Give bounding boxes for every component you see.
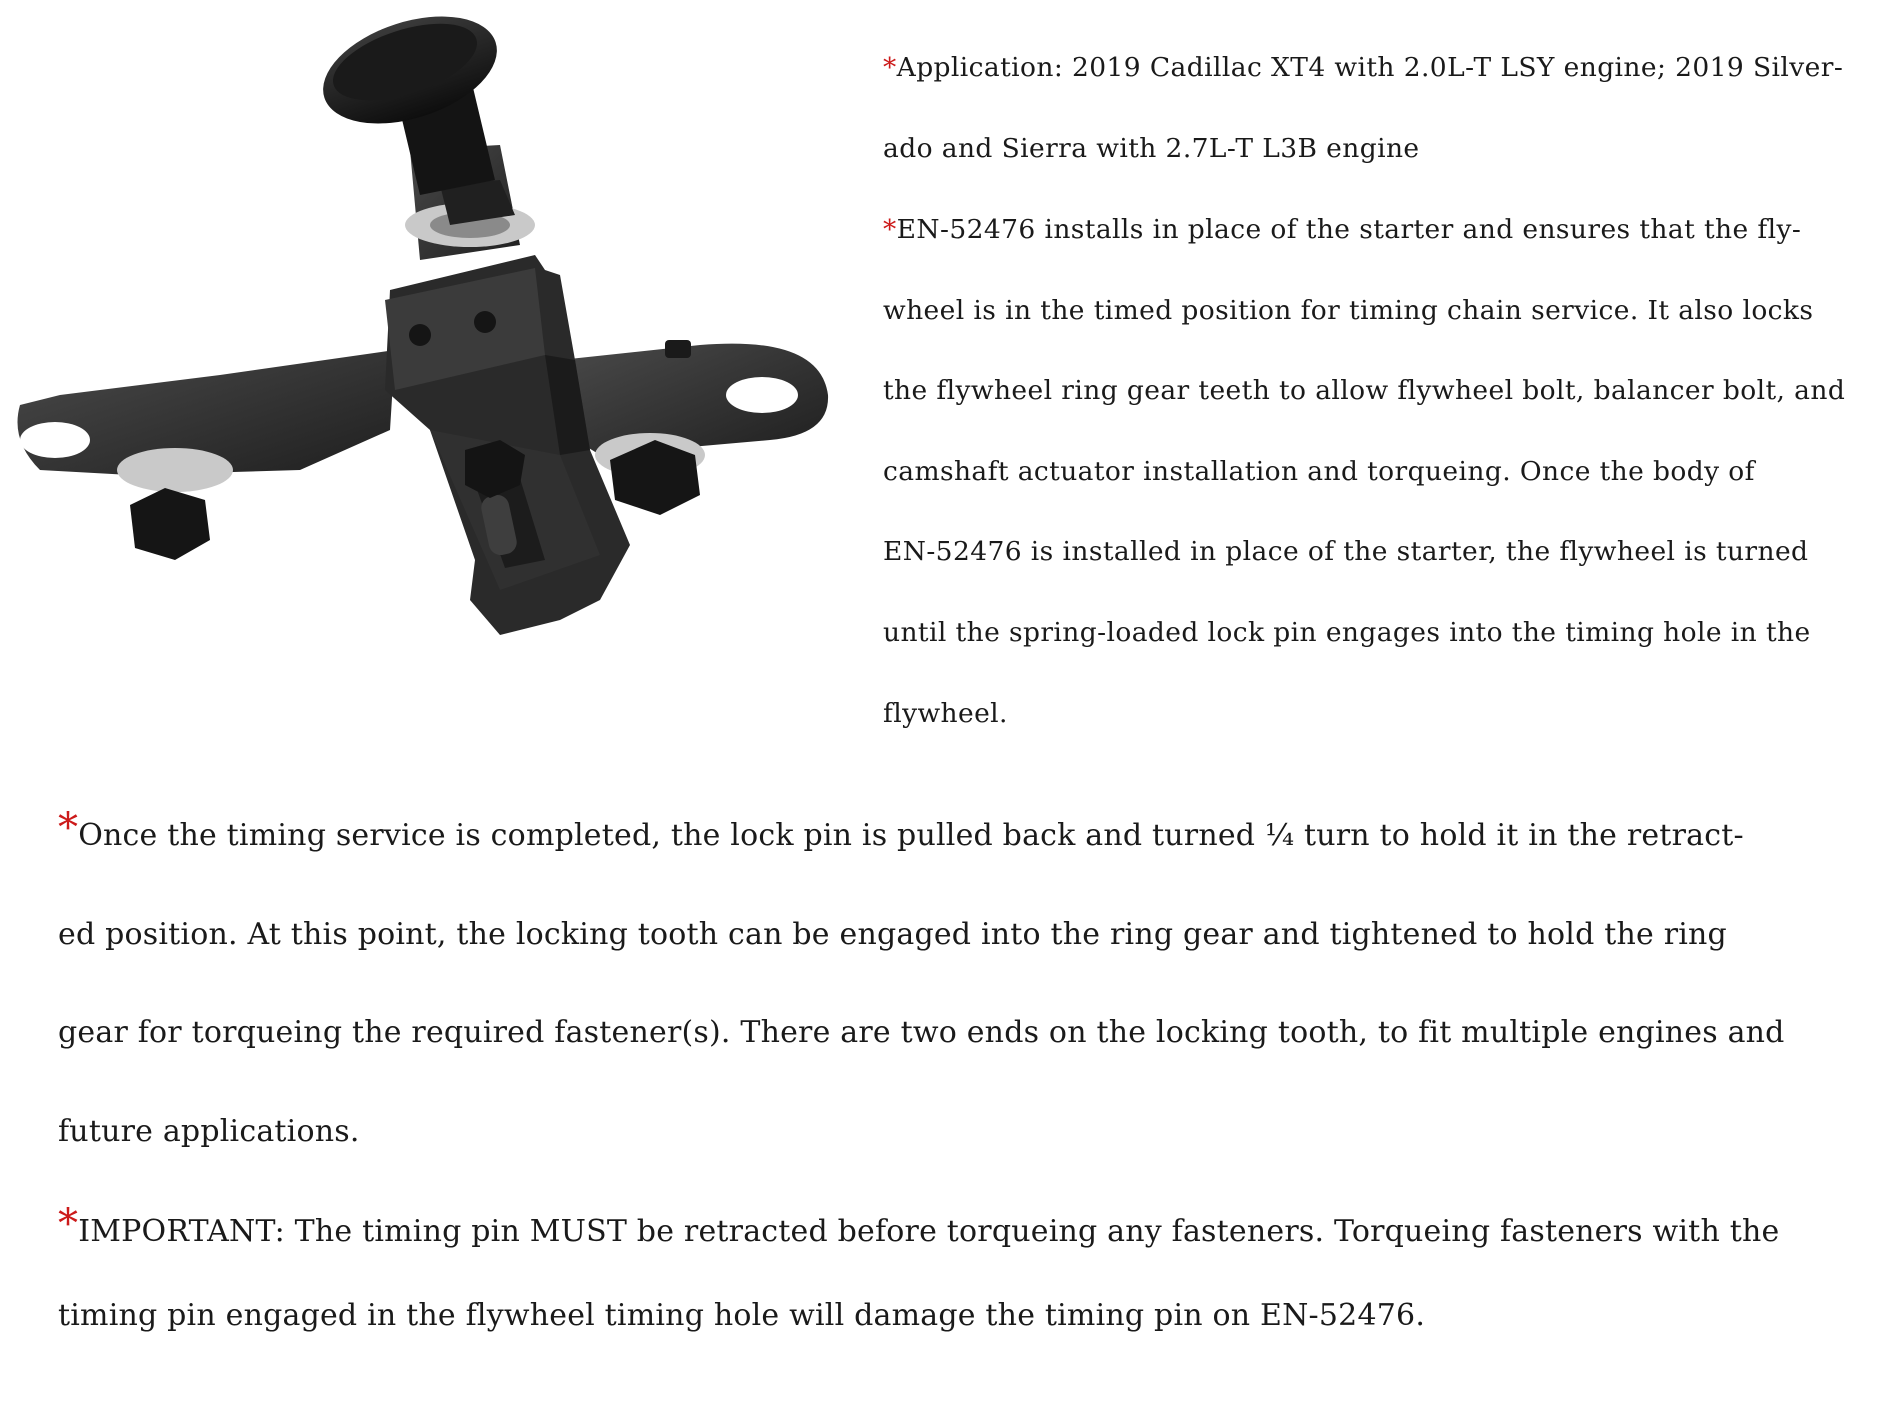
retract-line: future applications. [58, 1113, 360, 1149]
retract-line: gear for torqueing the required fastener(s). There are two ends on the locking tooth, to fit multiple engines and [58, 1015, 1785, 1050]
function-line: EN-52476 is installed in place of the starter, the flywheel is turned [883, 536, 1809, 568]
function-line: the flywheel ring gear teeth to allow flywheel bolt, balancer bolt, and [883, 375, 1846, 407]
retract-paragraph [58, 805, 1785, 1208]
asterisk-marker: * [883, 214, 897, 245]
function-line: until the spring-loaded lock pin engages into the timing hole in the [883, 616, 1811, 648]
retract-line: ed position. At this point, the locking tooth can be engaged into the ring gear and tightened to hold the ring [58, 916, 1727, 952]
important-paragraph [58, 1201, 1780, 1378]
left-bolt [130, 488, 210, 560]
function-paragraph [883, 210, 1845, 774]
important-line: timing pin engaged in the flywheel timing hole will damage the timing pin on EN-52476. [58, 1298, 1426, 1333]
asterisk-marker: * [58, 805, 79, 851]
application-line: ado and Sierra with 2.7L-T L3B engine [883, 132, 1420, 164]
important-line: *IMPORTANT: The timing pin MUST be retracted before torqueing any fasteners. Torqueing fasteners with the [58, 1201, 1780, 1249]
function-line: wheel is in the timed position for timing chain service. It also locks [883, 294, 1814, 326]
retract-line: *Once the timing service is completed, the lock pin is pulled back and turned ¼ turn to hold it in the retract- [58, 805, 1744, 853]
application-paragraph [883, 48, 1843, 209]
right-slot-hole [726, 377, 798, 413]
left-washer [117, 448, 233, 492]
application-line: *Application: 2019 Cadillac XT4 with 2.0L-T LSY engine; 2019 Silver- [883, 52, 1844, 83]
asterisk-marker: * [883, 52, 897, 83]
left-slot-hole [20, 422, 90, 458]
function-line: *EN-52476 installs in place of the starter and ensures that the fly- [883, 214, 1802, 245]
tool-photo [0, 0, 840, 660]
asterisk-marker: * [58, 1201, 79, 1247]
function-line: camshaft actuator installation and torqueing. Once the body of [883, 455, 1755, 487]
function-line: flywheel. [883, 697, 1008, 729]
